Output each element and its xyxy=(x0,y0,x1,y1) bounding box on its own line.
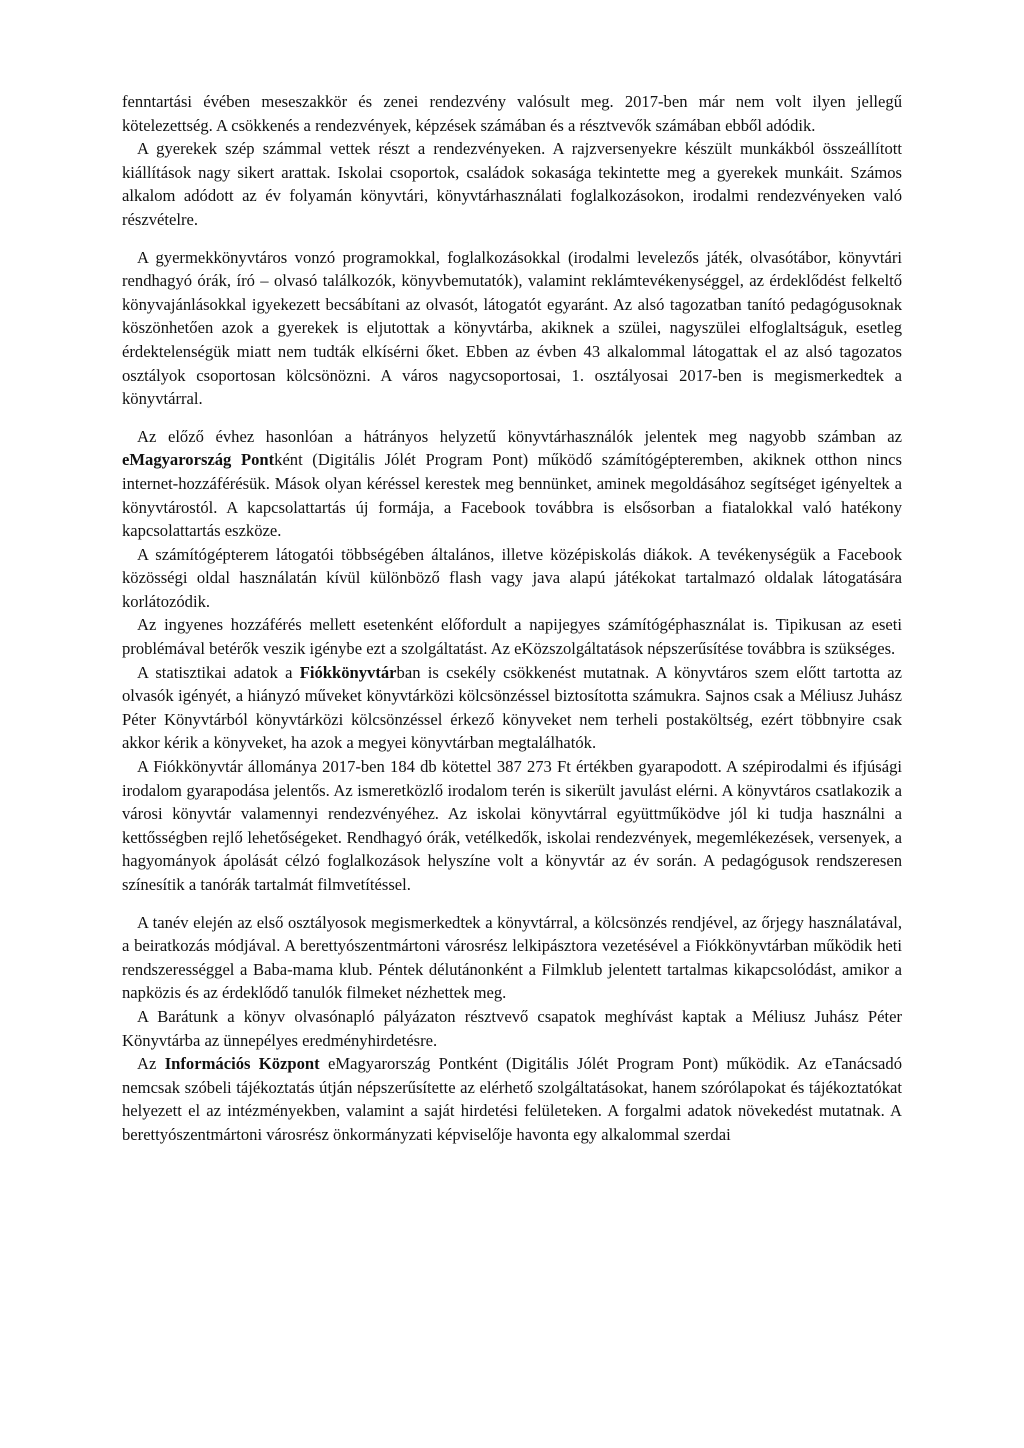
paragraph xyxy=(122,543,902,614)
text-run: A Fiókkönyvtár állománya 2017-ben 184 db kötettel 387 273 Ft értékben gyarapodott. A szépirodalmi és ifjúsági irodalom gyarapodása jelentős. Az ismeretközlő irodalom terén is sikerült javulást elérni. A könyvtáros csatlakozik a városi könyvtár valamennyi rendezvényéhez. Az iskolai könyvtárral együttműködve jól ki tudja használni a kettősségben rejlő lehetőségeket. Rendhagyó órák, vetélkedők, iskolai rendezvények, megemlékezések, versenyek, a hagyományok ápolását célzó foglalkozások helyszíne volt a könyvtár az év során. A pedagógusok rendszeresen színesítik a tanórák tartalmát filmvetítéssel. xyxy=(122,757,902,894)
bold-term: Információs Központ xyxy=(164,1054,320,1074)
paragraph xyxy=(122,755,902,897)
paragraph xyxy=(122,90,902,137)
text-run: eMagyarország Pontként (Digitális Jólét Program Pont) működik. Az eTanácsadó nemcsak szóbeli tájékoztatás útján népszerűsítette az elérhető szolgáltatásokat, hanem szórólapokat és tájékoztatókat helyezett el az intézményekben, valamint a saját hirdetési felületeken. A forgalmi adatok növekedést mutatnak. A berettyószentmártoni városrész önkormányzati képviselője havonta egy alkalommal szerdai xyxy=(122,1054,902,1144)
document-page xyxy=(122,90,902,1147)
text-run: A számítógépterem látogatói többségében általános, illetve középiskolás diákok. A tevékenységük a Facebook közösségi oldal használatán kívül különböző flash vagy java alapú játékokat tartalmazó oldalak látogatására korlátozódik. xyxy=(122,544,902,611)
text-run: A gyermekkönyvtáros vonzó programokkal, foglalkozásokkal (irodalmi levelezős játék, olvasótábor, könyvtári rendhagyó órák, író – olvasó találkozók, könyvbemutatók), valamint reklámtevékenységgel, az érdeklődést felkeltő könyvajánlásokkal igyekezett becsábítani az olvasót, látogatót egyaránt. Az alsó tagozatban tanító pedagógusoknak köszönhetően azok a gyerekek is eljutottak a könyvtárba, akiknek a szülei, nagyszülei elfoglaltságuk, esetleg érdektelenségük miatt nem tudták elkísérni őket. Ebben az évben 43 alkalommal látogattak el az alsó tagozatos osztályok csoportosan kölcsönözni. A város nagycsoportosai, 1. osztályosai 2017-ben is megismerkedtek a könyvtárral. xyxy=(122,247,902,409)
text-run: Az xyxy=(137,1054,165,1074)
paragraph xyxy=(122,137,902,231)
text-run: Az ingyenes hozzáférés mellett esetenként előfordult a napijegyes számítógéphasználat is. Tipikusan az eseti problémával betérők veszik igénybe ezt a szolgáltatást. Az eKözszolgáltatások népszerűsítése továbbra is szükséges. xyxy=(122,615,902,659)
text-run: ként (Digitális Jólét Program Pont) működő számítógépteremben, akiknek otthon nincs internet-hozzáférésük. Mások olyan kéréssel kerestek meg bennünket, aminek megoldásához segítséget igényeltek a könyvtárostól. A kapcsolattartás új formája, a Facebook továbbra is elsősorban a fiatalokkal való hatékony kapcsolattartás eszköze. xyxy=(122,450,902,541)
text-run: A Barátunk a könyv olvasónapló pályázaton résztvevő csapatok meghívást kaptak a Méliusz Juhász Péter Könyvtárba az ünnepélyes eredményhirdetésre. xyxy=(122,1006,902,1050)
paragraph xyxy=(122,1005,902,1052)
paragraph xyxy=(122,425,902,543)
text-run: ban is csekély csökkenést mutatnak. A könyvtáros szem előtt tartotta az olvasók igényét, a hiányzó műveket könyvtárközi kölcsönzéssel biztosította számukra. Sajnos csak a Méliusz Juhász Péter Könyvtárból könyvtárközi kölcsönzéssel érkező könyveket nem terheli postaköltség, ezért többnyire csak akkor kérik a könyveket, ha azok a megyei könyvtárban megtalálhatók. xyxy=(122,662,902,753)
text-run: fenntartási évében meseszakkör és zenei rendezvény valósult meg. 2017-ben már nem volt ilyen jellegű kötelezettség. A csökkenés a rendezvények, képzések számában és a résztvevők számában ebből adódik. xyxy=(122,92,902,135)
text-run: A gyerekek szép számmal vettek részt a rendezvényeken. A rajzversenyekre készült munkákból összeállított kiállítások nagy sikert arattak. Iskolai csoportok, családok sokasága tekintette meg a gyerekek munkáit. Számos alkalom adódott az év folyamán könyvtári, könyvtárhasználati foglalkozásokon, irodalmi rendezvényeken való részvételre. xyxy=(122,139,902,229)
paragraph xyxy=(122,661,902,755)
bold-term: Fiókkönyvtár xyxy=(299,662,397,682)
paragraph xyxy=(122,246,902,411)
paragraph xyxy=(122,911,902,1005)
text-run: Az előző évhez hasonlóan a hátrányos helyzetű könyvtárhasználók jelentek meg nagyobb számban az xyxy=(137,426,902,446)
bold-term: eMagyarország Pont xyxy=(122,450,275,470)
text-run: A statisztikai adatok a xyxy=(137,662,300,682)
text-run: A tanév elején az első osztályosok megismerkedtek a könyvtárral, a kölcsönzés rendjével, az őrjegy használatával, a beiratkozás módjával. A berettyószentmártoni városrész lelkipásztora vezetésével a Fiókkönyvtárban működik heti rendszerességgel a Baba-mama klub. Péntek délutánonként a Filmklub jelentett tartalmas kikapcsolódást, amikor a napközis és az érdeklődő tanulók filmeket nézhettek meg. xyxy=(122,912,902,1003)
paragraph xyxy=(122,613,902,660)
paragraph xyxy=(122,1052,902,1146)
